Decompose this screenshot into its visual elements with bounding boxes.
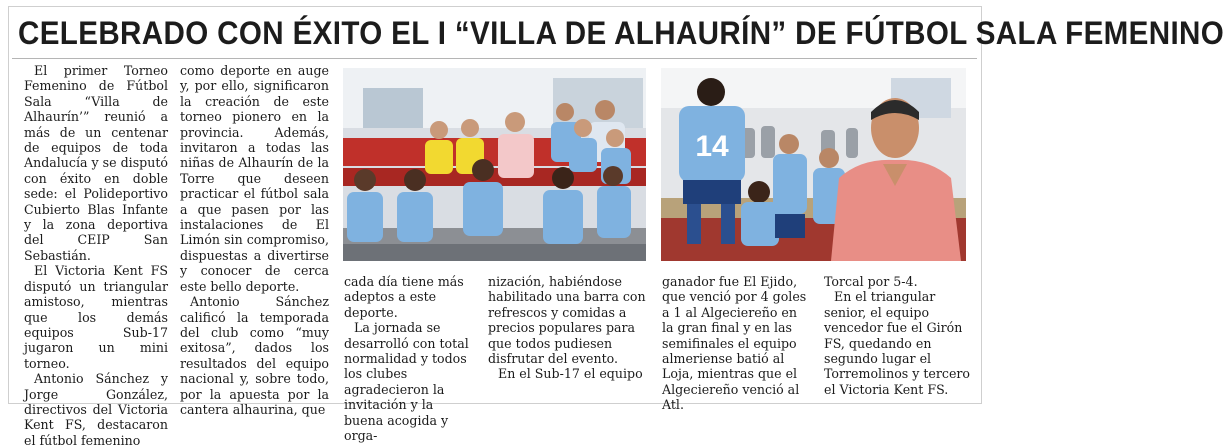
team-photo-stands <box>343 68 646 261</box>
text-column-6 <box>824 274 970 397</box>
coach-and-players-photo <box>661 68 966 261</box>
paragraph: nización, habiéndose habilitado una barra con refrescos y comidas a precios populares para que todos pudiesen disfrutar del evento. <box>488 274 646 367</box>
paragraph: Antonio Sánchez y Jorge González, directivos del Victoria Kent FS, destacaron el fútbol femenino <box>24 371 168 448</box>
jersey-number: 14 <box>695 130 729 163</box>
paragraph: Torcal por 5-4. <box>824 274 918 289</box>
text-column-2 <box>180 63 329 417</box>
text-column-3 <box>344 274 476 443</box>
paragraph: El Victoria Kent FS disputó un triangular amistoso, mientras que los demás equipos Sub-17 jugaron un mini torneo. <box>24 263 168 371</box>
paragraph: como deporte en auge y, por ello, significaron la creación de este torneo pionero en la provincia. Además, invitaron a todas las niñas de Alhaurín de la Torre que deseen practicar el fútbol sala a que pasen por las instalaciones de El Limón sin compromiso, dispuestas a divertirse y conocer de cerca este bello deporte. <box>180 63 329 294</box>
paragraph: ganador fue El Ejido, que venció por 4 goles a 1 al Algeciereño en la gran final y en las semifinales el equipo almeriense batió al Loja, mientras que el Algeciereño venció al Atl. <box>662 274 807 413</box>
paragraph: Antonio Sánchez calificó la temporada del club como “muy exitosa”, dados los resultados del equipo nacional y, sobre todo, por la apuesta por la cantera alhaurina, que <box>180 294 329 417</box>
article-headline: CELEBRADO CON ÉXITO EL I “VILLA DE ALHAURÍN” DE FÚTBOL SALA FEMENINO <box>18 15 1224 51</box>
paragraph: La jornada se desarrolló con total normalidad y todos los clubes agradecieron la invitación y la buena acogida y orga- <box>344 320 469 444</box>
paragraph: En el triangular senior, el equipo vencedor fue el Girón FS, quedando en segundo lugar el Torremolinos y tercero el Victoria Kent FS. <box>824 289 970 397</box>
text-column-5 <box>662 274 810 413</box>
text-column-1 <box>24 63 168 448</box>
paragraph: El primer Torneo Femenino de Fútbol Sala “Villa de Alhaurín’” reunió a más de un centenar de equipos de toda Andalucía y se disputó con éxito en doble sede: el Polideportivo Cubierto Blas Infante y la zona deportiva del CEIP San Sebastián. <box>24 63 168 263</box>
paragraph: cada día tiene más adeptos a este deporte. <box>344 274 464 320</box>
headline-divider <box>12 58 977 59</box>
text-column-4 <box>488 274 646 382</box>
paragraph: En el Sub-17 el equipo <box>498 366 643 382</box>
